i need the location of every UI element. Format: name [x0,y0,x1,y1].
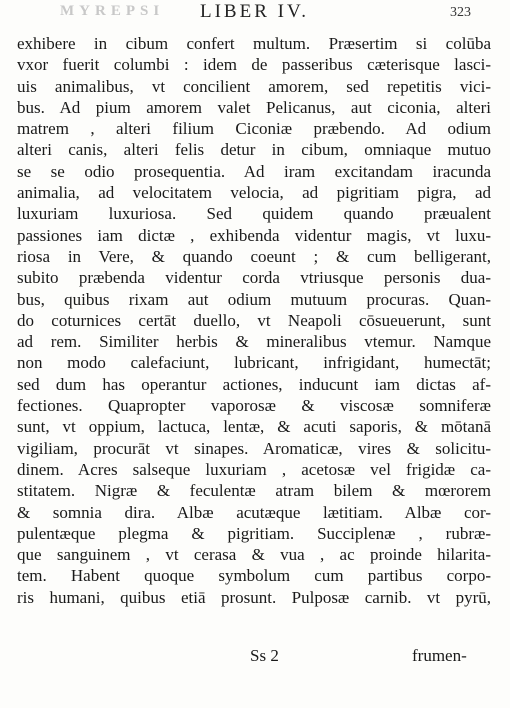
text-line: do coturnices certāt duello, vt Neapoli cōsueuerunt, sunt [17,310,491,330]
text-line: exhibere in cibum confert multum. Præsertim si colūba [17,34,491,53]
text-line: luxuriam luxuriosa. Sed quidem quando præualent [17,204,491,224]
body-text [17,33,491,608]
page-footer [0,645,510,667]
text-line: vxor fuerit columbi : idem de passeribus cæterisque lasci- [17,55,491,75]
text-line: dinem. Acres salseque luxuriam , acetosæ vel frigidæ ca- [17,459,491,479]
running-head: LIBER IV. [200,1,309,22]
bleed-through-text: MYREPSI [60,3,165,19]
text-line: sunt, vt oppium, lactuca, lentæ, & acuti saporis, & mōtanā [17,417,491,437]
catchword: frumen- [412,646,467,665]
text-line: uis animalibus, vt concilient amorem, sed repetitis vici- [17,76,491,96]
text-line: se se odio prosequentia. Ad iram excitandam iracunda [17,161,491,181]
signature-mark: Ss 2 [250,646,279,665]
text-line: ad rem. Similiter herbis & mineralibus vtemur. Namque [17,332,491,352]
text-line: bus, quibus rixam aut odium mutuum procuras. Quan- [17,289,491,309]
text-line: sed dum has operantur actiones, inducunt iam dictas af- [17,374,491,394]
text-line: stitatem. Nigræ & feculentæ atram bilem & mœrorem [17,481,491,501]
text-line: que sanguinem , vt cerasa & vua , ac proinde hilarita- [17,545,491,565]
text-line: alteri canis, alteri felis detur in cibum, omniaque mutuo [17,140,491,160]
text-line: matrem , alteri filium Ciconiæ præbendo. Ad odium [17,119,491,139]
text-line: bus. Ad pium amorem valet Pelicanus, aut ciconia, alteri [17,97,491,117]
text-line: pulentæque plegma & pigritiam. Succiplenæ , rubræ- [17,523,491,543]
page-number: 323 [450,5,471,20]
text-line: & somnia dira. Albæ acutæque lætitiam. Albæ cor- [17,502,491,522]
text-line: vigiliam, procurāt vt sinapes. Aromaticæ, vires & solicitu- [17,438,491,458]
text-line: subito præbenda videntur corda vtriusque personis dua- [17,268,491,288]
text-line: ris humani, quibus etiā prosunt. Pulposæ carnib. vt pyrū, [17,587,491,607]
text-line: riosa in Vere, & quando coeunt ; & cum belligerant, [17,246,491,266]
text-line: animalia, ad velocitatem velocia, ad pigritiam pigra, ad [17,183,491,203]
text-line: tem. Habent quoque symbolum cum partibus corpo- [17,566,491,586]
text-line: non modo calefaciunt, lubricant, infrigidant, humectāt; [17,353,491,373]
text-line: fectiones. Quapropter vaporosæ & viscosæ somniferæ [17,396,491,416]
text-line: passiones iam dictæ , exhibenda videntur magis, vt luxu- [17,225,491,245]
